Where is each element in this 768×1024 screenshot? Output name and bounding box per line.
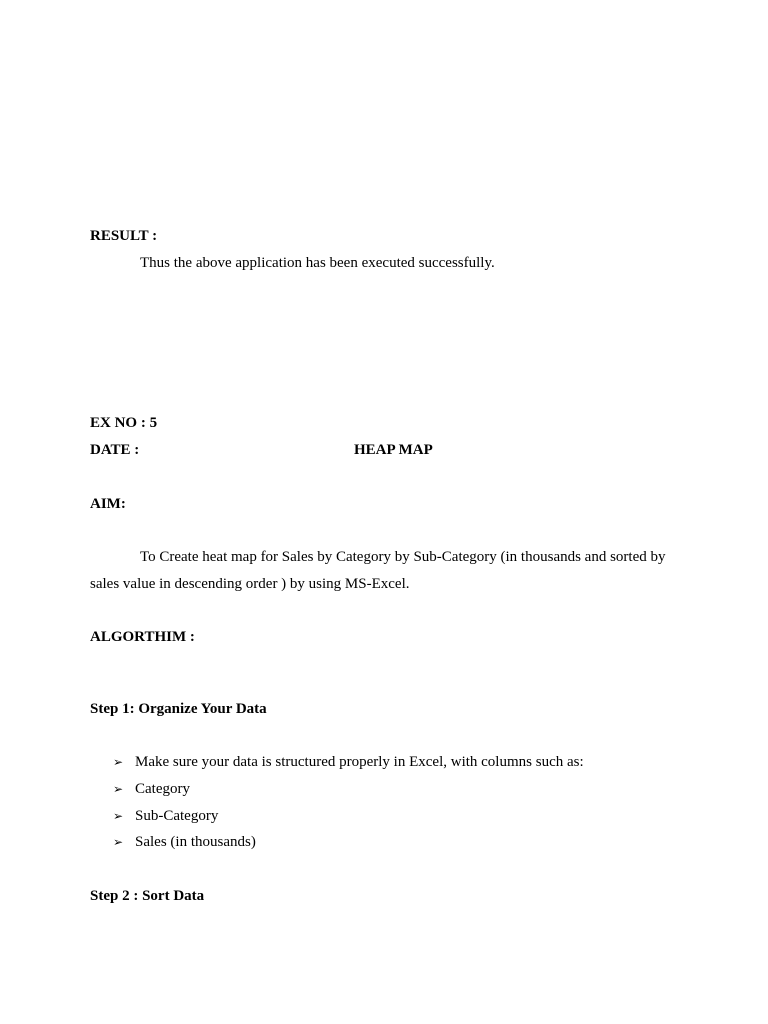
list-item [113,807,218,825]
list-item-text: Category [135,781,190,797]
list-item-text: Sales (in thousands) [135,834,256,850]
algorithm-heading: ALGORTHIM : [90,629,195,645]
aim-text-line-1: To Create heat map for Sales by Category by Sub-Category (in thousands and sorted by [140,549,666,565]
arrowhead-bullet-icon: ➢ [113,809,124,823]
step1-heading: Step 1: Organize Your Data [90,701,267,717]
result-heading: RESULT : [90,228,158,244]
step2-heading: Step 2 : Sort Data [90,888,205,904]
date-label: DATE : [90,442,140,458]
list-item-text: Make sure your data is structured properly in Excel, with columns such as: [135,754,584,770]
exercise-number: EX NO : 5 [90,415,158,431]
arrowhead-bullet-icon: ➢ [113,782,124,796]
aim-heading: AIM: [90,496,126,512]
result-text: Thus the above application has been executed successfully. [140,255,495,271]
list-item-text: Sub-Category [135,808,219,824]
list-item [113,833,256,851]
aim-text-line-2: sales value in descending order ) by using MS-Excel. [90,576,410,592]
list-item [113,780,190,798]
arrowhead-bullet-icon: ➢ [113,755,124,769]
exercise-title: HEAP MAP [354,442,433,458]
list-item [113,753,584,771]
arrowhead-bullet-icon: ➢ [113,835,124,849]
